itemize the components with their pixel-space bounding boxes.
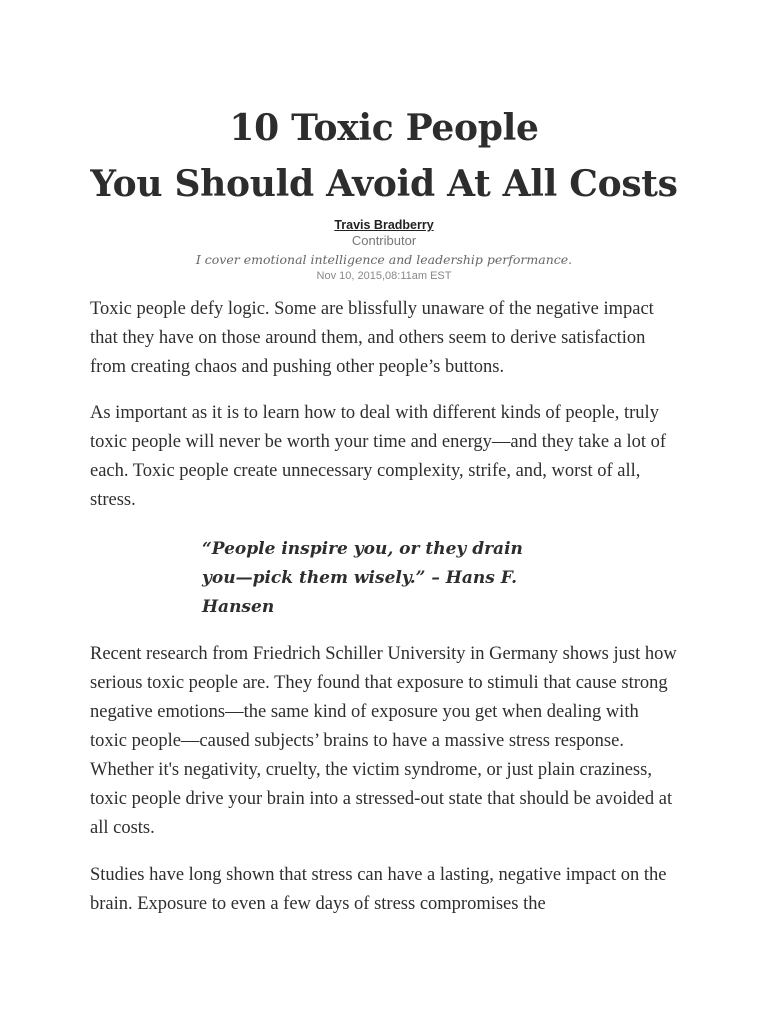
paragraph-1: Toxic people defy logic. Some are blissfully unaware of the negative impact that they have on those around them, and others seem to derive satisfaction from creating chaos and pushing other people’s buttons. [90,299,654,377]
paragraph-4: Studies have long shown that stress can have a lasting, negative impact on the brain. Exposure to even a few days of stress compromises the [90,865,667,914]
article-header [0,100,768,283]
author-link[interactable]: Travis Bradberry [334,218,434,232]
author-role: Contributor [351,233,417,248]
publish-date: Nov 10, 2015,08:11am EST [316,270,452,282]
pull-quote: “People inspire you, or they drain you—pick them wisely.” – Hans F. Hansen [202,539,523,617]
paragraph-3: Recent research from Friedrich Schiller University in Germany shows just how serious toxic people are. They found that exposure to stimuli that cause strong negative emotions—the same kind of exposure you get when dealing with toxic people—caused subjects’ brains to have a massive stress response. Whether it's negativity, cruelty, the victim syndrome, or just plain craziness, toxic people drive your brain into a stressed-out state that should be avoided at all costs. [90,644,677,838]
title-line-1: 10 Toxic People [229,107,539,149]
author-bio: I cover emotional intelligence and leadership performance. [195,252,573,267]
article-title [0,100,768,212]
paragraph-2: As important as it is to learn how to deal with different kinds of people, truly toxic people will never be worth your time and energy—and they take a lot of each. Toxic people create unnecessary complexity, strife, and, worst of all, stress. [90,403,667,510]
title-line-2: You Should Avoid At All Costs [90,163,678,205]
